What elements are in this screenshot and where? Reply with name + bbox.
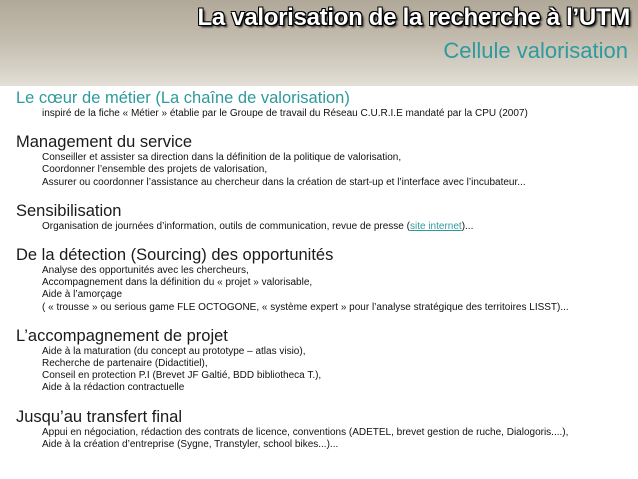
section-line: Coordonner l’ensemble des projets de valorisation,	[42, 164, 268, 176]
slide-content	[16, 88, 628, 451]
section-lines	[16, 346, 628, 395]
line-text: Organisation de journées d’information, outils de communication, revue de presse (	[42, 220, 410, 232]
section-line: Recherche de partenaire (Didactitiel),	[42, 358, 208, 370]
section-heading: L’accompagnement de projet	[16, 326, 228, 345]
section-heading: Sensibilisation	[16, 201, 122, 220]
section-lines	[16, 152, 628, 189]
spacer	[16, 233, 628, 245]
spacer	[16, 314, 628, 326]
slide-title: La valorisation de la recherche à l’UTM	[197, 4, 630, 31]
spacer	[16, 120, 628, 132]
section-line: Accompagnement dans la définition du « projet » valorisable,	[42, 277, 313, 289]
section-heading: Le cœur de métier (La chaîne de valorisation)	[16, 89, 350, 107]
section-accompagnement	[16, 326, 628, 395]
section-line	[42, 221, 628, 233]
section-line: Assurer ou coordonner l’assistance au chercheur dans la création de start-up et l’interface avec l’incubateur...	[42, 176, 526, 188]
section-coeur-de-metier	[16, 88, 628, 120]
section-line: Aide à la maturation (du concept au prototype – atlas visio),	[42, 345, 306, 357]
section-heading: Management du service	[16, 133, 193, 152]
section-lines	[16, 265, 628, 314]
section-detection	[16, 245, 628, 314]
section-line: Analyse des opportunités avec les chercheurs,	[42, 265, 249, 277]
section-lines	[16, 221, 628, 233]
line-text: )...	[461, 220, 474, 232]
section-line: Appui en négociation, rédaction des contrats de licence, conventions (ADETEL, brevet gestion de ruche, Dialogoris....),	[42, 426, 569, 438]
section-line: ( « trousse » ou serious game FLE OCTOGONE, « système expert » pour l’analyse stratégique des territoires LISST)...	[42, 301, 569, 313]
section-heading: De la détection (Sourcing) des opportunités	[16, 246, 334, 265]
section-line: Aide à la rédaction contractuelle	[42, 382, 185, 394]
slide-header	[0, 0, 638, 86]
section-line: Aide à l’amorçage	[42, 289, 123, 301]
section-line: Aide à la création d’entreprise (Sygne, Transtyler, school bikes...)...	[42, 438, 339, 450]
section-line: inspiré de la fiche « Métier » établie par le Groupe de travail du Réseau C.U.R.I.E mandaté par la CPU (2007)	[42, 108, 528, 119]
section-transfert	[16, 407, 628, 451]
site-internet-link[interactable]: site internet	[409, 220, 462, 232]
section-line: Conseiller et assister sa direction dans la définition de la politique de valorisation,	[42, 152, 402, 164]
section-lines	[16, 427, 628, 451]
section-sensibilisation	[16, 201, 628, 233]
section-line: Conseil en protection P.I (Brevet JF Galtié, BDD bibliotheca T.),	[42, 370, 322, 382]
spacer	[16, 189, 628, 201]
section-management	[16, 132, 628, 189]
spacer	[16, 395, 628, 407]
slide-subtitle: Cellule valorisation	[443, 38, 628, 63]
section-lines	[16, 108, 628, 120]
section-heading: Jusqu’au transfert final	[16, 407, 183, 426]
